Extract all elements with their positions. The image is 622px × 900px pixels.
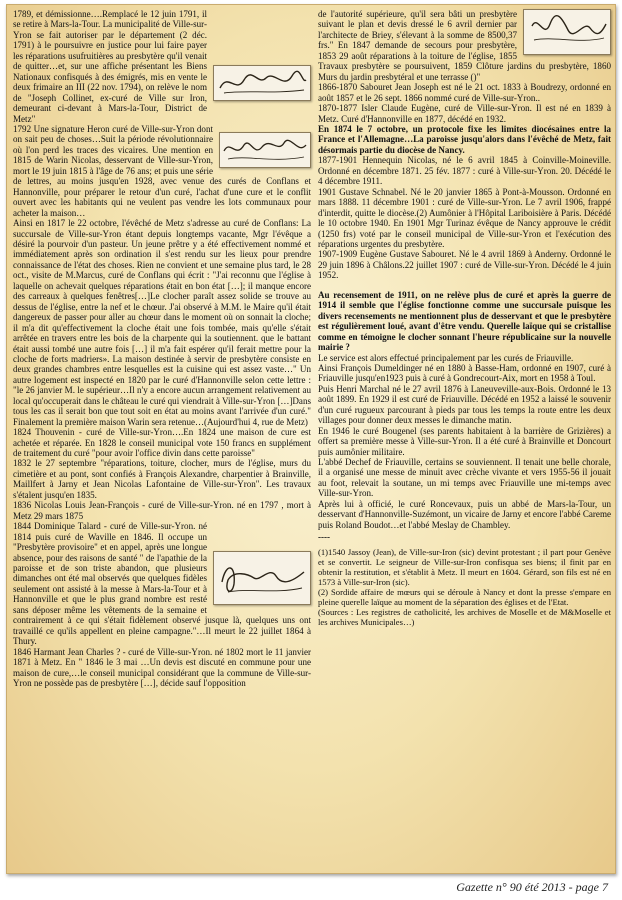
right-column	[318, 9, 611, 627]
page-footer: Gazette n° 90 été 2013 - page 7	[456, 880, 608, 894]
paragraph-1789: 1789, et démissionne….Remplacé le 12 juin 1791, il se retire à Mars-la-Tour. La municipalité de Ville-sur-Yron se fait autoriser par le département (2 déc. 1791) à le poursuivre en justice pour lui faire payer les réparations usufruitières au presbytère qu'il venait de quitter…et, sur une affiche présentant les Biens Nationaux confisqués à des émigrés, mis en vente le deux frimaire an III (22 nov. 1794), on relève le nom de "Joseph Collinet, ex-curé de Ville sur Iron, demeurant ci-devant à Mars-la-Tour, District de Metz"	[13, 9, 207, 124]
paragraph-1911: Au recensement de 1911, on ne relève plus de curé et après la guerre de 1914 il semble que l'église fonctionne comme une succursale puisque les divers recensements ne mentionnent plus de desservant et que le presbytère est régulièrement loué, avant d'être vendu. Querelle laïque qui se cristallise comme en témoigne le clocher sonnant l'heure républicaine sur la nouvelle mairie ?	[318, 289, 611, 353]
signature-talard-icon	[213, 551, 311, 605]
paragraph-1844: 1844 Dominique Talard - curé de Ville-sur-Yron. né 1814 puis curé de Waville en 1846. Il occupe un "Presbytère provisoire" et en appel, après une longue absence, pour des raisons de santé " de l'apathie de la paroisse et de son triste abandon, que plusieurs dimanches ont été mal observés que quelques fidèles seulement ont assisté à la messe à Mars-la-Tour et à Hannonville et que le plus grand nombre est resté sans déposer même les vêtements de la semaine et contrairement à ce qui s'était fidèlement observé jusque là, quelques uns ont travaillé ce qu'ils appellent en pleine campagne."…Il meurt le 22 juillet 1864 à Thury.	[13, 521, 311, 647]
signature-warin-icon	[219, 132, 311, 168]
paragraph-1877: 1877-1901 Hennequin Nicolas, né le 6 avril 1845 à Coinville-Moineville. Ordonné en décembre 1871. 25 fév. 1877 : curé à Ville-sur-Yron. 20. Décédé le 4 décembre 1911.	[318, 155, 611, 187]
paragraph-marchal: Puis Henri Marchal né le 27 avril 1876 à Laneuveville-aux-Bois. Ordonné le 13 août 1899. En 1929 il est curé de Friauville. Décédé en 1952 a laissé le souvenir d'un curé rugueux parcourant à pieds par tous les temps la route entre les deux villages pour donner deux messes le dimanche matin.	[318, 383, 611, 426]
paragraph-presbytere: de l'autorité supérieure, qu'il sera bâti un presbytère suivant le plan et devis dressé le 6 avril dernier par l'architecte de Briey, s'élevant à la somme de 8500,37 frs." En 1847 demande de secours pour presbytère, 1853 29 août réparations à la toiture de l'église, 1855 Travaux presbytère se poursuivent, 1859 Clôture jardins du presbytère, 1860 Murs du jardin presbytéral et une terrasse ()"	[318, 9, 611, 82]
paragraph-1907: 1907-1909 Eugène Gustave Sabouret. Né le 4 avril 1869 à Anderny. Ordonné le 29 juin 1896 à Châlons.22 juillet 1907 : curé de Ville-sur-Yron. Décédé le 4 juin 1952.	[318, 249, 611, 281]
left-column	[13, 9, 311, 688]
signature-heron-icon	[523, 9, 611, 55]
footnote-1: (1)1540 Jassoy (Jean), de Ville-sur-Iron (sic) devint protestant ; il part pour Genève et se convertit. Le seigneur de Ville-sur-Iron confisqua ses biens; il finit par en obtenir la restitution, et s'établit à Metz. Il meurt en 1604. Gérard, son fils est né en 1573 à Ville-sur-Iron (sic).	[318, 546, 611, 587]
paragraph-1874: En 1874 le 7 octobre, un protocole fixe les limites diocésaines entre la France et l'Allemagne…La paroisse jusqu'alors dans l'évêché de Metz, fait désormais partie du diocèse de Nancy.	[318, 123, 611, 155]
paragraph-roncevaux: Après lui à officié, le curé Roncevaux, puis un abbé de Mars-la-Tour, un desservant d'Hannonville-Suzémont, un vicaire de Jarny et encore l'abbé Careme puis Roland Boudot…et l'abbé Meslay de Chambley.	[318, 498, 611, 530]
signature-collinet-icon	[213, 65, 311, 101]
paragraph-1866: 1866-1870 Sabouret Jean Joseph est né le 21 oct. 1833 à Boudrezy, ordonné en août 1857 et le 26 sept. 1866 nommé curé de Ville-sur-Yron..	[318, 82, 611, 103]
paragraph-1832: 1832 le 27 septembre "réparations, toiture, clocher, murs de l'église, murs du cimetière et au pont, sont confiés à François Alexandre, charpentier à Brainville, Maillfert à Jarny et Jean Nicolas Lafontaine de Ville-sur-Yron". Les travaux s'étalent jusqu'en 1835.	[13, 458, 311, 500]
gazette-page	[6, 4, 616, 874]
sources-note: (Sources : Les registres de catholicité, les archives de Moselle et de M&Moselle et les archives Municipales…)	[318, 606, 611, 627]
paragraph-1792: 1792 Une signature Heron curé de Ville-sur-Yron dont on sait peu de choses…Suit la période révolutionnaire où l'on perd les traces des vicaires. Une mention en 1815 de Warin Nicolas, desservant de Ville-sur-Yron, mort le 19 juin 1815 à l'âge de 76 ans; et puis une série de lettres, au moins jusqu'en 1928, avec venue des curés de Conflans et Hannonville, pour préparer le retour d'un curé, l'achat d'une cure et le conflit ouvert avec les habitants qui ne veulent pas vendre les lots communaux pour acheter la maison…	[13, 123, 311, 218]
paragraph-1836: 1836 Nicolas Louis Jean-François - curé de Ville-sur-Yron. né en 1797 , mort à Metz 29 mars 1875	[13, 500, 311, 521]
paragraph-bougenel: En 1946 le curé Bougenel (ses parents habitaient à la barrière de Grizières) a offert sa première messe à Ville-sur-Yron. Il a été curé à Brainville et Doncourt puis aumônier militaire.	[318, 425, 611, 457]
paragraph-1846: 1846 Harmant Jean Charles ? - curé de Ville-sur-Yron. né 1802 mort le 11 janvier 1871 à Metz. En " 1846 le 3 mai …Un devis est discuté en commune pour une maison de cure,…le conseil municipal considérant que la commune de Ville-sur-Yron ne possède pas de presbytère […], décide sauf l'opposition	[13, 646, 311, 688]
paragraph-1870: 1870-1877 Isler Claude Eugène, curé de Ville-sur-Yron. Il est né en 1839 à Metz. Curé d'Hannonville en 1877, décédé en 1932.	[318, 103, 611, 124]
paragraph-dumeldinger: Ainsi François Dumeldinger né en 1880 à Basse-Ham, ordonné en 1907, curé à Friauville jusqu'en1923 puis à curé à Gondrecourt-Aix, mort en 1958 à Toul.	[318, 362, 611, 384]
paragraph-1901: 1901 Gustave Schnabel. Né le 20 janvier 1865 à Pont-à-Mousson. Ordonné en mars 1888. 11 décembre 1901 : curé de Ville-sur-Yron. Le 7 avril 1906, frappé d'interdit, quitte le diocèse.(2) Aumônier à l'Hôpital Lariboisière à Paris. Décédé le 10 octobre 1940. En 1901 Mgr Turinaz évêque de Nancy approuve le crédit (1250 frs) voté par le conseil municipal de Ville-sur-Yron et l'exécution des réparations urgentes du presbytère.	[318, 186, 611, 249]
footnote-2: (2) Sordide affaire de mœurs qui se déroule à Nancy et dont la presse s'empare en pleine querelle laïque au moment de la séparation des églises et de l'Etat.	[318, 586, 611, 607]
paragraph-1824: 1824 Thouvenin - curé de Ville-sur-Yron….En 1824 une maison de cure est achetée et réparée. En 1828 le conseil municipal vote 150 francs en supplément de traitement du curé "pour avoir l'office divin dans cette paroisse"	[13, 427, 311, 459]
paragraph-1817: Ainsi en 1817 le 22 octobre, l'évêché de Metz s'adresse au curé de Conflans: La succursale de Ville-sur-Yron étant depuis longtemps vacante, Mgr l'évêque a désiré la pourvoir d'un pasteur. Un jeune prêtre y a été effectivement nommé et immédiatement après son ordination il s'est rendu sur les lieux pour prendre connaissance de l'état des choses. Rien ne convient et une semaine plus tard, le 28 oct., visite de M.Marcus, curé de Conflans qui écrit : "J'ai reconnu que l'église à laquelle on achevait quelques réparations était en bon état […]; il manque encore des carreaux à quelques fenêtres[…]Le clocher paraît assez solide se trouve au dessus de l'église, entre la nef et le chœur. J'ai observé à M.M. le Maire qu'il était dangereux de passer pour aller au chœur dans le moment où on sonnait la cloche; il m'a dit qu'effectivement la cloche était une fois tombée, mais qu'elle s'était arrêtée en travers entre les bois de la charpente qui la soutiennent. que le battant était aussi tombé une autre fois […] il m'a fait espérer qu'il ferait mettre pour la cloche de forts madriers». La maison destinée à servir de presbytère consiste en deux grandes chambres entre lesquelles est la cuisine qui est assez vaste…" Un autre logement est inspecté en 1820 par le curé d'Hannonville selon cette lettre : "le 26 janvier M. le supérieur…Il n'y a encore aucun arrangement relativement au local qu'occuperait dans le château le curé qui viendrait à Ville-sur-Yron […]Dans tous les cas il serait bon que tout soit en état au moins avant l'arrivée d'un curé." Finalement la première maison Warin sera retenue…(Aujourd'hui 4, rue de Metz)	[13, 218, 311, 427]
paragraph-dechef: L'abbé Dechef de Friauville, certains se souviennent. Il tenait une belle chorale, il a organisé une messe de minuit avec crèche vivante et vers 1955-56 il jouait au foot, relevait la soutane, un mi temps avec Friauville une mi-temps avec Ville-sur-Yron.	[318, 457, 611, 499]
separator: ----	[318, 532, 331, 543]
paragraph-friauville: Le service est alors effectué principalement par les curés de Friauville.	[318, 352, 574, 363]
